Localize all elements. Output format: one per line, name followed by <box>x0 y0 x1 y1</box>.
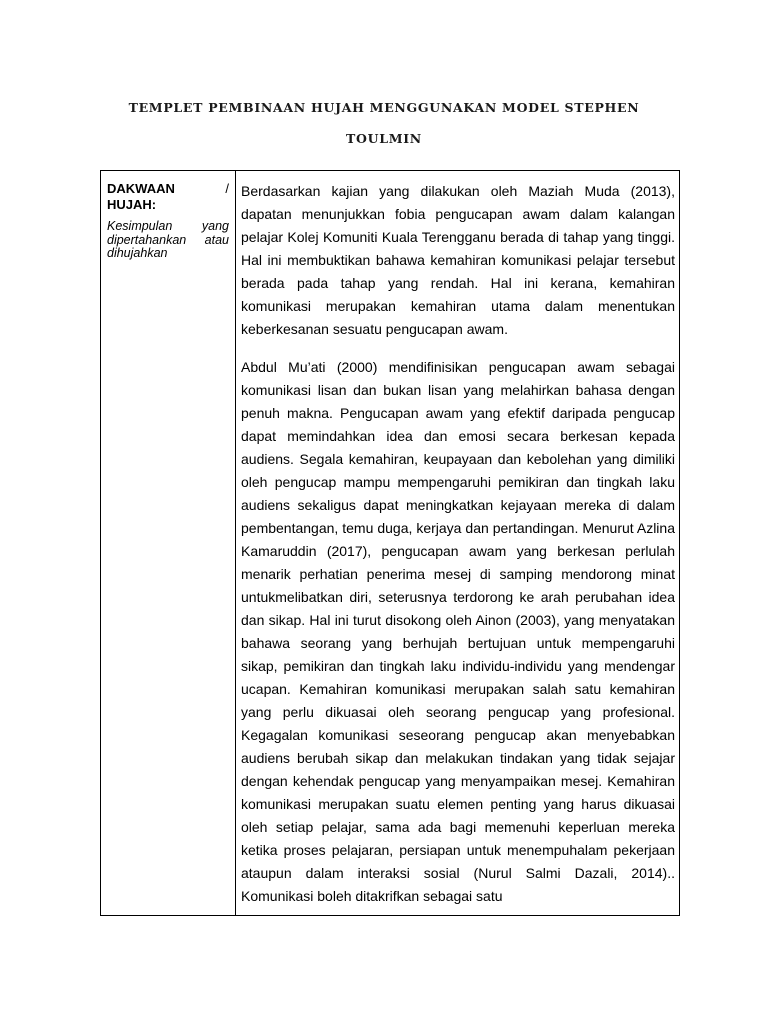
paragraph-2: Abdul Mu’ati (2000) mendifinisikan pengucapan awam sebagai komunikasi lisan dan bukan lisan yang melahirkan bahasa dengan penuh makna. Pengucapan awam yang efektif daripada pengucap dapat memindahkan idea dan emosi secara berkesan kepada audiens. Segala kemahiran, keupayaan dan kebolehan yang dimiliki oleh pengucap mampu mempengaruhi pemikiran dan tingkah laku audiens sekaligus dapat meningkatkan kejayaan mereka di dalam pembentangan, temu duga, kerjaya dan pertandingan. Menurut Azlina Kamaruddin (2017), pengucapan awam yang berkesan perlulah menarik perhatian penerima mesej di samping mendorong minat untukmelibatkan diri, seterusnya terdorong ke arah perubahan idea dan sikap. Hal ini turut disokong oleh Ainon (2003), yang menyatakan bahawa seorang yang berhujah bertujuan untuk mempengaruhi sikap, pemikiran dan tingkah laku individu-individu yang mendengar ucapan. Kemahiran komunikasi merupakan salah satu kemahiran yang perlu dikuasai oleh seorang pengucap yang profesional. Kegagalan komunikasi seseorang pengucap akan menyebabkan audiens berubah sikap dan melakukan tindakan yang tidak sejajar dengan kehendak pengucap yang menyampaikan mesej. Kemahiran komunikasi merupakan suatu elemen penting yang harus dikuasai oleh setiap pelajar, sama ada bagi memenuhi keperluan mereka ketika proses pelajaran, persiapan untuk menempuhalam pekerjaan ataupun dalam interaksi sosial (Nurul Salmi Dazali, 2014).. Komunikasi boleh ditakrifkan sebagai satu <box>241 359 675 904</box>
toulmin-table <box>100 170 680 916</box>
claim-heading-part1: DAKWAAN <box>107 181 175 196</box>
paragraph-1: Berdasarkan kajian yang dilakukan oleh Maziah Muda (2013), dapatan menunjukkan fobia pengucapan awam dalam kalangan pelajar Kolej Komuniti Kuala Terengganu berada di tahap yang tinggi. Hal ini membuktikan bahawa kemahiran komunikasi pelajar tersebut berada pada tahap yang rendah. Hal ini kerana, kemahiran komunikasi merupakan kemahiran utama dalam menentukan keberkesanan sesuatu pengucapan awam. <box>241 183 675 337</box>
claim-heading-part2: HUJAH: <box>107 197 157 212</box>
claim-heading <box>107 181 229 213</box>
claim-heading-slash: / <box>225 181 229 196</box>
document-title: TEMPLET PEMBINAAN HUJAH MENGGUNAKAN MODEL STEPHEN TOULMIN <box>128 100 640 146</box>
claim-label-cell <box>107 181 229 261</box>
column-divider <box>235 171 236 915</box>
claim-subheading: Kesimpulan yang dipertahankan atau dihujahkan <box>107 219 229 260</box>
claim-content-cell <box>241 180 675 908</box>
